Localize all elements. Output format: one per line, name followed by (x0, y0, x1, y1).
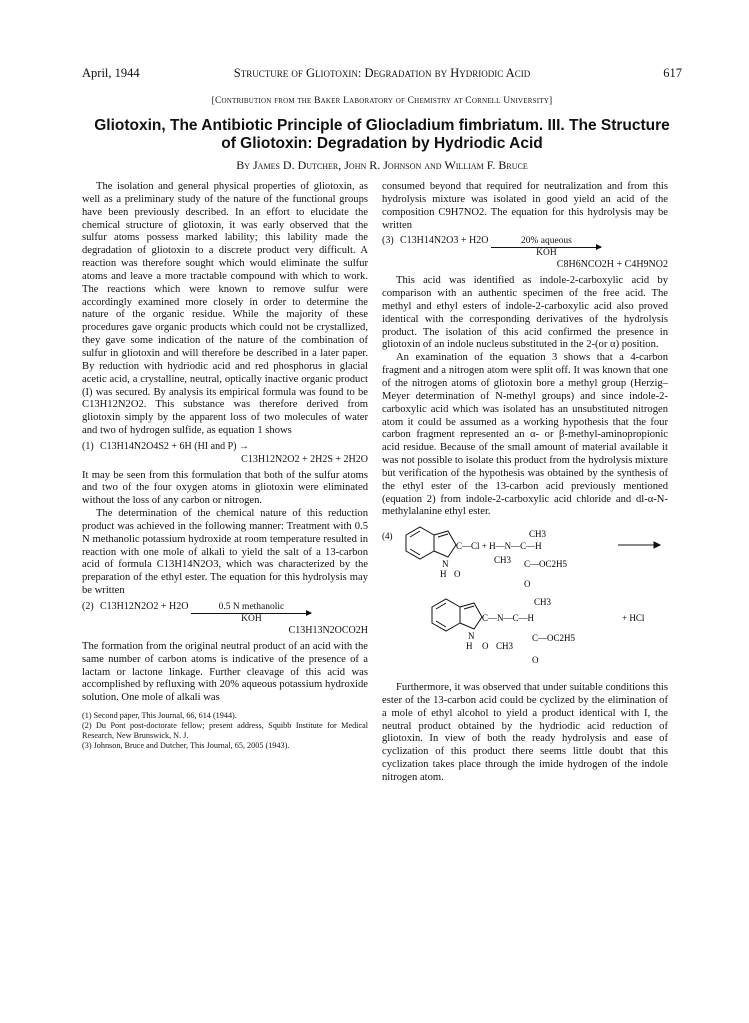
footnote: (1) Second paper, This Journal, 66, 614 (1944). (82, 711, 237, 721)
equation-number: (3) (382, 235, 394, 247)
footnotes (82, 711, 368, 751)
amide-oxygen: O (482, 641, 489, 652)
reaction-arrow (491, 236, 601, 259)
equation-3 (382, 235, 668, 272)
running-header (82, 66, 682, 82)
paragraph: Furthermore, it was observed that under suitable conditions this ester of the 13-carbon acid could be cyclized by the elimination of a mole of ethyl alcohol to yield a product identical with I, the neutral product obtained by the hydriodic acid reduction of gliotoxin. In view of both the ready hydrolysis and ease of cyclization of this product there seems little doubt that this cyclization takes place through the imide hydrogen of the indole nitrogen atom. (382, 682, 668, 783)
paragraph: This acid was identified as indole-2-carboxylic acid by comparison with an authentic specimen of the free acid. The methyl and ethyl esters of indole-2-carboxylic acid also proved identical with the corresponding derivatives of the hydrolysis product. The isolation of this acid confirmed the presence in gliotoxin of an indole nucleus substituted in the 2-(or α) position. (382, 275, 668, 351)
ester-group: C—OC2H5 (532, 633, 576, 644)
equation-products: C13H12N2O2 + 2H2S + 2H2O (241, 453, 368, 465)
arrow-condition-top: 20% aqueous (520, 236, 572, 247)
indole-ring-reactant (406, 527, 456, 559)
atom-n: N (442, 559, 449, 570)
footnote: (2) Du Pont post-doctorate fellow; present address, Squibb Institute for Medical Research, New Brunswick, N. J. (82, 721, 368, 741)
equation-products: C8H6NCO2H + C4H9NO2 (556, 259, 668, 271)
equation-1 (82, 441, 368, 467)
arrow-condition-bottom: KOH (241, 614, 262, 624)
ester-group: C—OC2H5 (524, 559, 568, 570)
amide-group: C—N—C—H (482, 613, 535, 624)
equation-number: (2) (82, 601, 94, 612)
left-column (82, 181, 368, 1001)
reaction-scheme-4 (382, 523, 668, 678)
n-methyl-group: CH3 (494, 555, 512, 566)
contribution-line: [Contribution from the Baker Laboratory of Chemistry at Cornell University] (211, 96, 553, 106)
methyl-group: CH3 (534, 597, 552, 608)
title-line-2: of Gliotoxin: Degradation by Hydriodic Acid (221, 135, 543, 152)
equation-reactants: C13H14N2O4S2 + 6H (HI and P) → (100, 440, 249, 452)
acyl-chloride-group: C—Cl + H—N—C—H (456, 541, 542, 552)
equation-number: (1) (82, 440, 94, 452)
author-line: By James D. Dutcher, John R. Johnson and William F. Bruce (236, 158, 528, 172)
paragraph: An examination of the equation 3 shows that a 4-carbon fragment and a nitrogen atom were split off. It was known that one of the nitrogen atoms of gliotoxin bore a methyl group (Herzig–Meyer determination of N-methyl groups) and since indole-2-carboxylic acid which was isolated has an unsubstituted nitrogen atom it could be assumed as a working hypothesis that the four carbon fragment represented an α- or β-methyl-aminopropionic acid residue. Because of the small amount of material available it was not possible to isolate this product from the hydrolysis mixture but verification of the hypothesis was obtained by the synthesis of the ethyl ester of the 13-carbon acid previously mentioned (equation 2) from indole-2-carboxylic acid chloride and dl-α-N-methylalanine ethyl ester. (382, 352, 668, 518)
equation-number: (4) (382, 531, 393, 542)
header-date: April, 1944 (82, 66, 140, 80)
ester-carbonyl-oxygen: O (532, 655, 539, 666)
paragraph: It may be seen from this formulation that both of the sulfur atoms and two of the four oxygen atoms in gliotoxin were eliminated without the loss of any carbon or nitrogen. (82, 469, 368, 507)
footnote: (3) Johnson, Bruce and Dutcher, This Journal, 65, 2005 (1943). (82, 741, 290, 751)
paragraph: The isolation and general physical properties of gliotoxin, as well as a preliminary study of the nature of the functional groups have been previously described. In an effort to elucidate the chemical structure of gliotoxin, it was early observed that the sulfur atoms possess marked lability; this lability made the degradation of gliotoxin to a discrete product very difficult. A reaction was therefore sought which would eliminate the sulfur atoms and leave a more tractable compound with which to work. The reactions which were known to remove sulfur were accordingly examined more closely in order to determine the nature of the organic residue. While the majority of these procedures gave organic products which could not be crystallized, they gave some indication of the nature of the combination of sulfur in gliotoxin and will therefore be described in a later paper. By reduction with hydriodic acid and red phosphorus in glacial acetic acid, a crystalline, neutral, optically inactive organic product (I) was secured. By analysis its empirical formula was found to be C13H12N2O2. This substance was therefore derived from gliotoxin simply by the apparent loss of two molecules of water and two of hydrogen sulfide, as equation 1 shows (82, 181, 368, 437)
arrow-condition-top: 0.5 N methanolic (218, 602, 285, 612)
atom-h: H (466, 641, 473, 652)
hcl-byproduct: + HCl (622, 613, 645, 624)
header-page-number: 617 (663, 66, 682, 80)
atom-h: H (440, 569, 447, 580)
arrow-condition-bottom: KOH (536, 248, 557, 259)
equation-reactants: C13H12N2O2 + H2O (100, 601, 189, 612)
reaction-arrow-4 (618, 542, 660, 548)
carbonyl-oxygen: O (454, 569, 461, 580)
header-running-title: Structure of Gliotoxin: Degradation by Hydriodic Acid (233, 66, 531, 80)
paragraph: The determination of the chemical nature of this reduction product was achieved in the following manner: Treatment with 0.5 N methanolic potassium hydroxide at room temperature resulted in reaction with one mole of alkali to yield the salt of a 13-carbon acid of formula C13H14N2O3, which was characterized by the preparation of the ethyl ester. The equation for this hydrolysis may be written (82, 508, 368, 597)
article-title (82, 117, 682, 153)
methyl-group: CH3 (529, 529, 547, 540)
n-methyl-group: CH3 (496, 641, 514, 652)
indole-ring-product (432, 599, 482, 631)
title-line-1: Gliotoxin, The Antibiotic Principle of Gliocladium fimbriatum. III. The Structure (94, 117, 670, 134)
structure-diagram (382, 523, 668, 673)
equation-2 (82, 601, 368, 638)
equation-products: C13H13N2OCO2H (288, 625, 368, 636)
paragraph: The formation from the original neutral product of an acid with the same number of carbon atoms is indicative of the presence of a lactam or lactone linkage. Further cleavage of this acid was accomplished by refluxing with 20% aqueous potassium hydroxide solution. One mole of alkali was (82, 640, 368, 704)
atom-n: N (468, 631, 475, 642)
reaction-arrow (191, 602, 311, 625)
right-column (382, 181, 668, 1001)
paragraph: consumed beyond that required for neutralization and from this hydrolysis mixture was isolated in good yield an acid of the composition C9H7NO2. The equation for this hydrolysis may be written (382, 181, 668, 231)
ester-carbonyl-oxygen: O (524, 579, 531, 590)
equation-reactants: C13H14N2O3 + H2O (400, 235, 489, 247)
